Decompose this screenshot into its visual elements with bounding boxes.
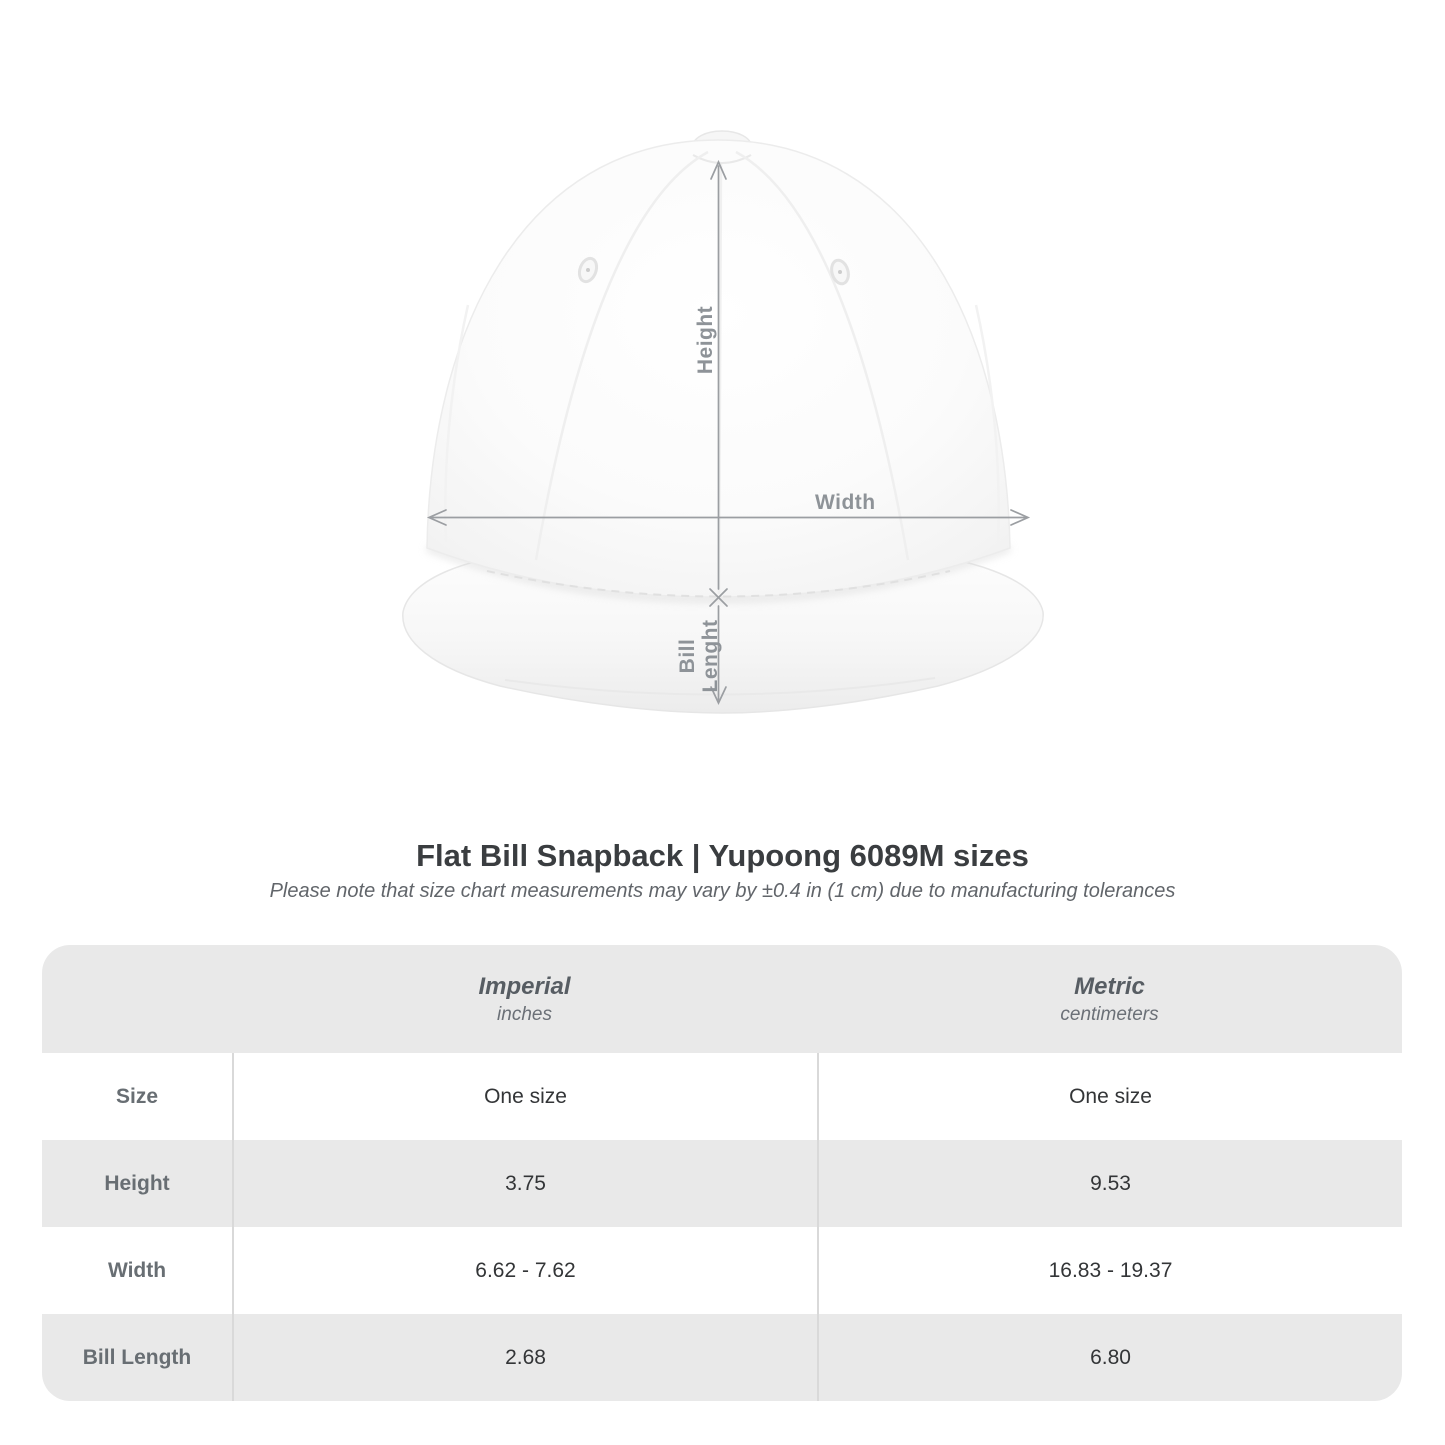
table-header-imperial [232,945,817,1053]
table-header-spacer [42,945,232,1053]
cell-size-imperial: One size [232,1053,817,1140]
page-title: Flat Bill Snapback | Yupoong 6089M sizes [416,838,1029,873]
row-label-size: Size [42,1053,232,1140]
imperial-header-unit: inches [497,1003,552,1025]
cell-height-metric: 9.53 [817,1140,1402,1227]
cell-size-metric: One size [817,1053,1402,1140]
cell-height-imperial: 3.75 [232,1140,817,1227]
imperial-header-label: Imperial [478,972,571,1000]
width-dimension-label: Width [815,491,876,514]
metric-header-unit: centimeters [1060,1003,1159,1025]
row-label-width: Width [42,1227,232,1314]
size-table [42,945,1402,1401]
tolerance-note: Please note that size chart measurements may vary by ±0.4 in (1 cm) due to manufacturing tolerances [269,880,1176,902]
cell-width-imperial: 6.62 - 7.62 [232,1227,817,1314]
table-header-metric [817,945,1402,1053]
metric-header-label: Metric [1074,972,1145,1000]
cell-width-metric: 16.83 - 19.37 [817,1227,1402,1314]
bill-length-label-line1: Bill [676,638,699,674]
bill-length-label-line2: Lenght [699,619,722,693]
row-label-bill-length: Bill Length [42,1314,232,1401]
cell-bill-length-metric: 6.80 [817,1314,1402,1401]
heading-block [0,838,1445,903]
cell-bill-length-imperial: 2.68 [232,1314,817,1401]
height-dimension-label: Height [694,305,717,375]
row-label-height: Height [42,1140,232,1227]
